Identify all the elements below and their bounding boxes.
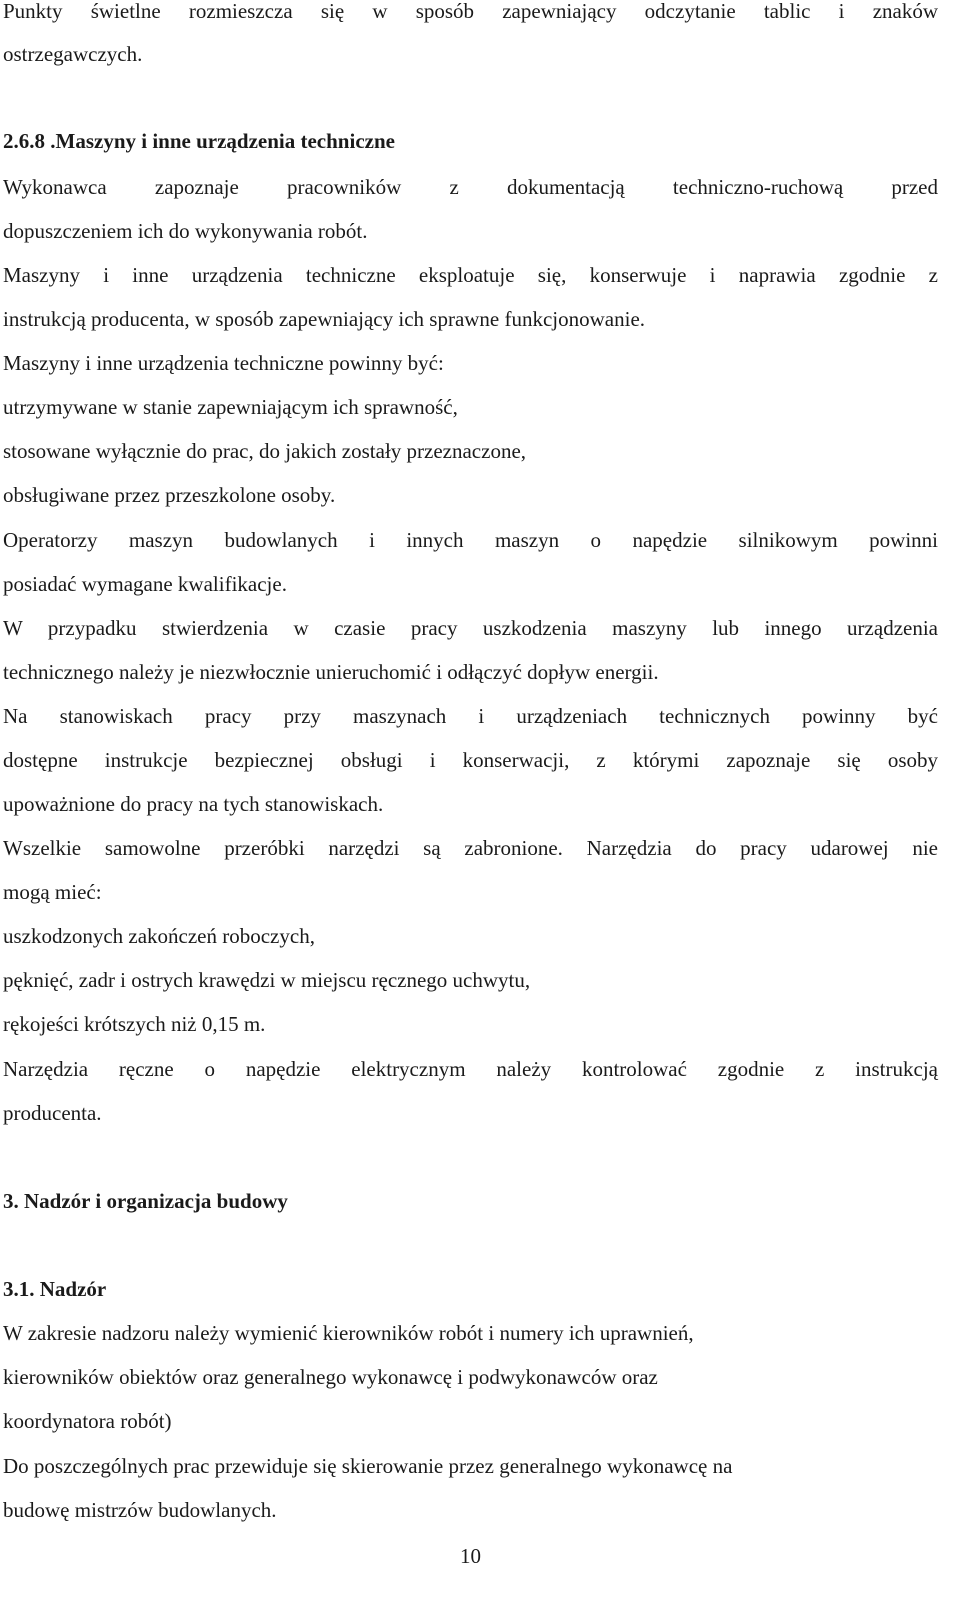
list-item: utrzymywane w stanie zapewniającym ich sprawność,	[3, 395, 458, 419]
text-line: Wykonawca zapoznaje pracowników z dokumentacją techniczno-ruchową przed	[3, 175, 938, 199]
text-line: ostrzegawczych.	[3, 42, 143, 66]
list-item: rękojeści krótszych niż 0,15 m.	[3, 1012, 266, 1036]
text-line: koordynatora robót)	[3, 1409, 172, 1433]
text-line: mogą mieć:	[3, 880, 102, 904]
text-line: Narzędzia ręczne o napędzie elektrycznym należy kontrolować zgodnie z instrukcją	[3, 1057, 938, 1081]
text-line: Na stanowiskach pracy przy maszynach i urządzeniach technicznych powinny być	[3, 704, 938, 728]
page-number: 10	[460, 1544, 481, 1568]
text-line: posiadać wymagane kwalifikacje.	[3, 572, 287, 596]
text-line: Maszyny i inne urządzenia techniczne powinny być:	[3, 351, 444, 375]
list-item: pęknięć, zadr i ostrych krawędzi w miejscu ręcznego uchwytu,	[3, 968, 531, 992]
text-line: Maszyny i inne urządzenia techniczne eksploatuje się, konserwuje i naprawia zgodnie z	[3, 263, 938, 287]
list-item: stosowane wyłącznie do prac, do jakich zostały przeznaczone,	[3, 439, 527, 463]
text-line: kierowników obiektów oraz generalnego wykonawcę i podwykonawców oraz	[3, 1365, 658, 1389]
text-line: budowę mistrzów budowlanych.	[3, 1498, 277, 1522]
text-line: Operatorzy maszyn budowlanych i innych maszyn o napędzie silnikowym powinni	[3, 528, 938, 552]
list-item: obsługiwane przez przeszkolone osoby.	[3, 483, 336, 507]
text-line: dostępne instrukcje bezpiecznej obsługi i konserwacji, z którymi zapoznaje się osoby	[3, 748, 938, 772]
text-line: technicznego należy je niezwłocznie unieruchomić i odłączyć dopływ energii.	[3, 660, 659, 684]
text-line: upoważnione do pracy na tych stanowiskach.	[3, 792, 384, 816]
text-line: W przypadku stwierdzenia w czasie pracy uszkodzenia maszyny lub innego urządzenia	[3, 616, 938, 640]
section-heading: 2.6.8 .Maszyny i inne urządzenia techniczne	[3, 129, 395, 153]
text-line: instrukcją producenta, w sposób zapewniający ich sprawne funkcjonowanie.	[3, 307, 646, 331]
text-line: dopuszczeniem ich do wykonywania robót.	[3, 219, 368, 243]
section-heading: 3.1. Nadzór	[3, 1277, 107, 1301]
list-item: uszkodzonych zakończeń roboczych,	[3, 924, 315, 948]
text-line: Punkty świetlne rozmieszcza się w sposób zapewniający odczytanie tablic i znaków	[3, 0, 938, 23]
text-line: Do poszczególnych prac przewiduje się skierowanie przez generalnego wykonawcę na	[3, 1454, 733, 1478]
text-line: W zakresie nadzoru należy wymienić kierowników robót i numery ich uprawnień,	[3, 1321, 694, 1345]
chapter-heading: 3. Nadzór i organizacja budowy	[3, 1189, 288, 1213]
text-line: Wszelkie samowolne przeróbki narzędzi są zabronione. Narzędzia do pracy udarowej nie	[3, 836, 938, 860]
text-line: producenta.	[3, 1101, 102, 1125]
